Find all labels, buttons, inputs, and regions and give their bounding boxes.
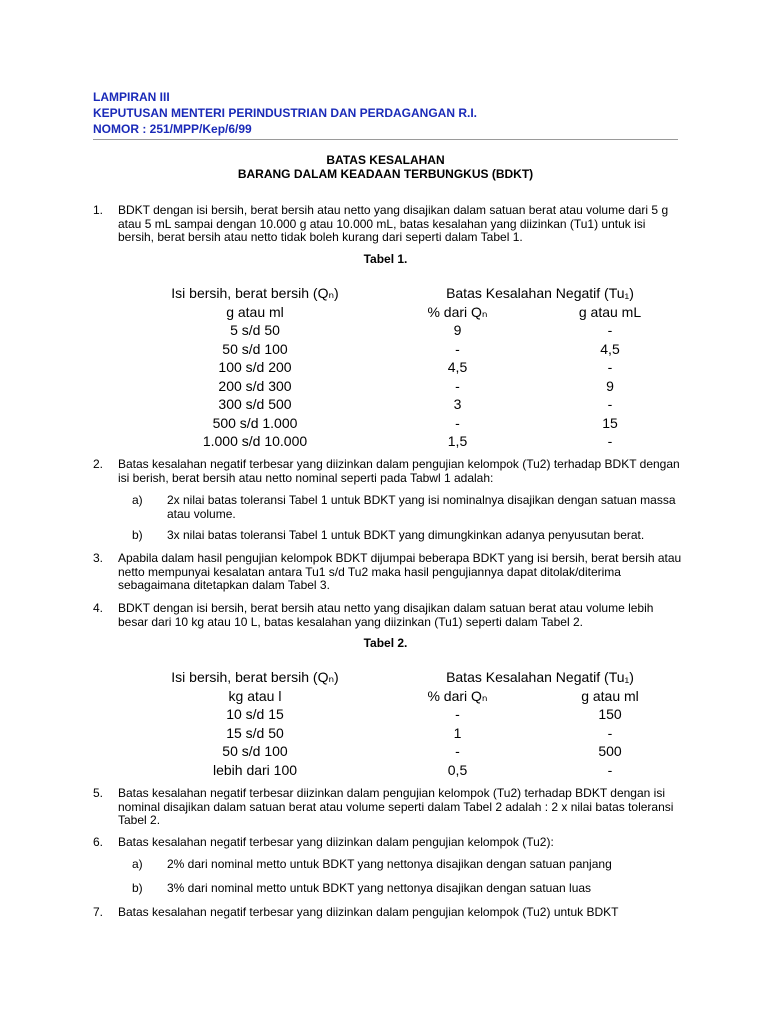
table-cell: - [455, 377, 460, 394]
list-item-text: Apabila dalam hasil pengujian kelompok BDKT dijumpai beberapa BDKT yang isi bersih, berat bersih atau netto mempunyai kesalatan antara Tu1 s/d Tu2 maka hasil pengujiannya dapat ditolak/diterima sebagaimana ditetapkan dalam Tabel 3. [118, 551, 682, 592]
table-cell: 1 [453, 724, 462, 741]
table-cell: 0,5 [447, 761, 468, 778]
document-header [93, 89, 678, 140]
table-cell: 500 [598, 743, 622, 759]
sub-item-2a [132, 493, 692, 521]
list-item-number: 4. [93, 601, 104, 615]
table-cell: 150 [598, 706, 622, 722]
list-item-6 [93, 836, 683, 850]
table-cell: 5 s/d 50 [230, 322, 280, 338]
list-item-number: 7. [93, 905, 104, 919]
table-cell: - [455, 743, 460, 759]
sub-item-2b [132, 528, 692, 542]
sub-item-label: a) [132, 493, 143, 507]
sub-item-6a [132, 857, 692, 871]
table-header-cell: Isi bersih, berat bersih (Qₙ) [171, 669, 339, 685]
table-cell: 100 s/d 200 [218, 359, 292, 375]
table-cell: 9 [453, 322, 462, 338]
list-item-text: BDKT dengan isi bersih, berat bersih atau netto yang disajikan dalam satuan berat atau volume dari 5 g atau 5 mL sampai dengan 10.000 g atau 10.000 mL, batas kesalahan yang diizinkan (Tu1) untuk isi bersih, berat bersih atau netto tidak boleh kurang dari seperti dalam Tabel 1. [118, 203, 669, 244]
table-header-cell: % dari Qₙ [427, 687, 488, 704]
sub-item-6b [132, 881, 692, 895]
table-row [110, 377, 690, 396]
table-header-cell: Batas Kesalahan Negatif (Tu₁) [446, 669, 634, 685]
table-2-caption: Tabel 2. [363, 636, 408, 650]
sub-item-label: a) [132, 857, 143, 871]
sub-item-text: 3% dari nominal metto untuk BDKT yang nettonya disajikan dengan satuan luas [167, 881, 592, 895]
table-cell: 50 s/d 100 [222, 743, 288, 759]
title-line-2: BARANG DALAM KEADAAN TERBUNGKUS (BDKT) [237, 167, 534, 181]
header-decree-title: KEPUTUSAN MENTERI PERINDUSTRIAN DAN PERDAGANGAN R.I. [93, 106, 478, 120]
table-row [110, 414, 690, 433]
list-item-number: 6. [93, 835, 104, 849]
table-row [110, 761, 690, 780]
list-item-3 [93, 552, 683, 593]
table-cell: - [607, 396, 613, 412]
table-row [110, 432, 690, 451]
header-decree-number: NOMOR : 251/MPP/Kep/6/99 [93, 122, 252, 136]
sub-item-text: 3x nilai batas toleransi Tabel 1 untuk BDKT yang dimungkinkan adanya penyusutan berat. [167, 528, 645, 542]
table-cell: 15 [602, 414, 618, 431]
table-2 [110, 668, 690, 779]
sub-item-text: 2% dari nominal metto untuk BDKT yang nettonya disajikan dengan satuan panjang [167, 857, 612, 871]
table-row [110, 724, 690, 743]
table-cell: - [607, 761, 613, 778]
table-header-cell: % dari Qₙ [427, 303, 488, 320]
table-row [110, 358, 690, 377]
sub-item-label: b) [132, 881, 143, 895]
sub-item-label: b) [132, 528, 143, 542]
list-item-number: 3. [93, 551, 104, 565]
list-item-number: 2. [93, 457, 104, 471]
table-row [110, 321, 690, 340]
list-item-text: Batas kesalahan negatif terbesar diizinkan dalam pengujian kelompok (Tu2) terhadap BDKT dengan isi nominal disajikan dalam satuan berat atau volume seperti dalam Tabel 2 adalah : 2 x nilai batas toleransi Tabel 2. [118, 786, 674, 827]
document-title [93, 153, 678, 181]
table-cell: 10 s/d 15 [226, 706, 284, 722]
table-header-row [110, 687, 690, 706]
list-item-number: 1. [93, 203, 104, 217]
table-cell: 50 s/d 100 [222, 340, 288, 357]
table-row [110, 340, 690, 359]
table-header-cell: g atau ml [581, 687, 639, 704]
title-line-1: BATAS KESALAHAN [326, 153, 445, 167]
table-header-cell: g atau mL [578, 303, 642, 320]
table-cell: - [455, 340, 460, 357]
table-header-cell: Isi bersih, berat bersih (Qₙ) [171, 285, 339, 301]
list-item-text: Batas kesalahan negatif terbesar yang diizinkan dalam pengujian kelompok (Tu2): [118, 835, 554, 849]
table-cell: - [455, 706, 460, 722]
table-cell: - [455, 414, 460, 431]
table-header-row [110, 284, 690, 303]
table-row [110, 705, 690, 724]
table-header-row [110, 668, 690, 687]
table-cell: - [607, 724, 613, 741]
table-cell: 4,5 [447, 359, 468, 375]
table-cell: 1,5 [447, 433, 468, 449]
sub-item-text: 2x nilai batas toleransi Tabel 1 untuk BDKT yang isi nominalnya disajikan dengan satuan massa atau volume. [167, 493, 676, 521]
table-cell: 500 s/d 1.000 [212, 414, 298, 431]
table-cell: - [607, 433, 613, 449]
list-item-text: Batas kesalahan negatif terbesar yang diizinkan dalam pengujian kelompok (Tu2) untuk BDKT [118, 905, 619, 919]
header-divider [93, 139, 678, 140]
list-item-1 [93, 204, 683, 245]
table-cell: 4,5 [600, 340, 620, 357]
table-cell: 15 s/d 50 [226, 724, 284, 741]
table-row [110, 742, 690, 761]
table-1-caption: Tabel 1. [363, 252, 408, 266]
table-cell: - [607, 322, 613, 338]
list-item-2 [93, 458, 683, 485]
list-item-4 [93, 602, 683, 629]
list-item-5 [93, 787, 683, 828]
table-row [110, 395, 690, 414]
list-item-number: 5. [93, 786, 104, 800]
header-attachment-label: LAMPIRAN III [93, 90, 170, 104]
table-cell: 1.000 s/d 10.000 [202, 433, 308, 449]
table-cell: 300 s/d 500 [218, 396, 292, 412]
table-cell: 3 [453, 396, 462, 412]
list-item-7 [93, 906, 683, 920]
table-header-cell: Batas Kesalahan Negatif (Tu₁) [446, 285, 634, 301]
list-item-text: BDKT dengan isi bersih, berat bersih atau netto yang disajikan dalam satuan berat atau volume lebih besar dari 10 kg atau 10 L, batas kesalahan yang diizinkan (Tu1) seperti dalam Tabel 2. [118, 601, 654, 629]
table-cell: - [607, 359, 613, 375]
table-header-cell: g atau ml [226, 303, 284, 320]
table-cell: 200 s/d 300 [218, 377, 292, 394]
table-header-cell: kg atau l [228, 687, 282, 704]
table-cell: lebih dari 100 [212, 761, 298, 778]
table-header-row [110, 303, 690, 322]
table-cell: 9 [606, 377, 614, 394]
list-item-text: Batas kesalahan negatif terbesar yang diizinkan dalam pengujian kelompok (Tu2) terhadap BDKT dengan isi berish, berat bersih atau netto nominal seperti pada Tabwl 1 adalah: [118, 457, 680, 485]
table-1 [110, 284, 690, 451]
